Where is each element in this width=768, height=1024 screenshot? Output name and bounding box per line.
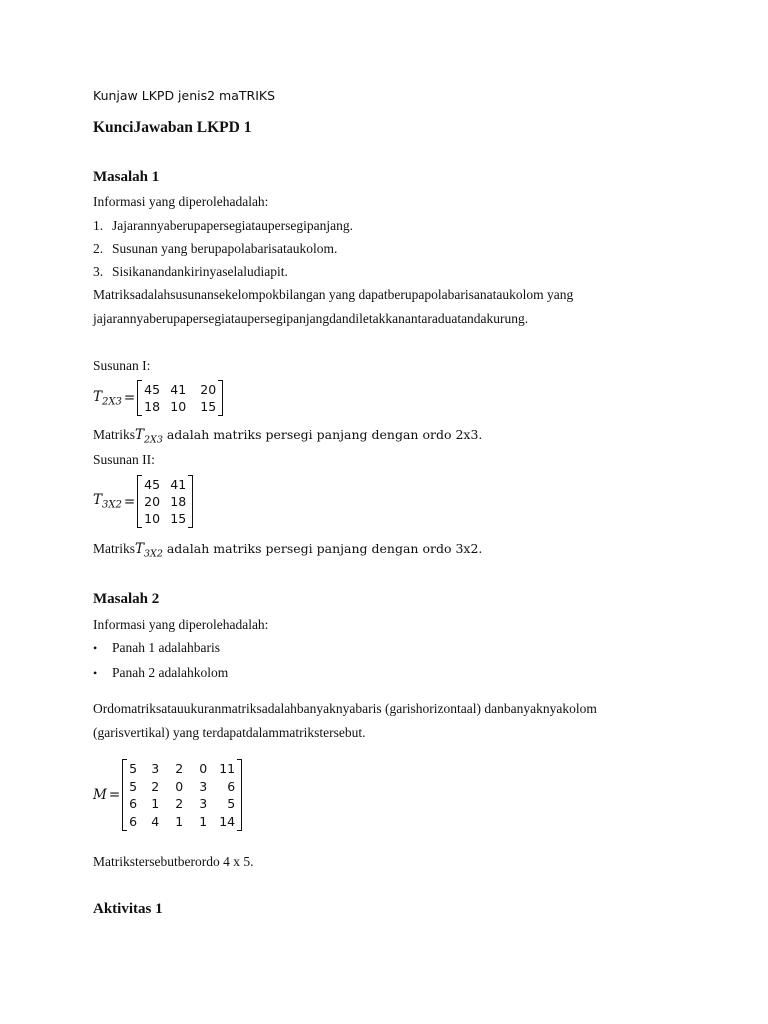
matrix-cell: 1	[199, 813, 208, 829]
list-text: Susunan yang berupapolabarisataukolom.	[112, 241, 338, 256]
bullet-icon: •	[93, 641, 98, 655]
matrix-cell: 3	[199, 778, 208, 794]
list-number: 2.	[93, 241, 104, 256]
matrix-cell: 2	[175, 761, 184, 776]
ordo-definition-line-1: Ordomatriksatauukuranmatriksadalahbanyaknyabaris (garishorizontaal) danbanyaknyakolom	[93, 701, 597, 716]
masalah2-heading: Masalah 2	[93, 591, 160, 607]
matrix-cell: 5	[129, 778, 138, 794]
definition-line-2: jajarannyaberupapersegiataupersegipanjangdandiletakkanantaraduatandakurung.	[93, 311, 529, 326]
list-text: Jajarannyaberupapersegiataupersegipanjang.	[112, 218, 354, 233]
matrix-cell: 3	[151, 761, 160, 776]
bullet-icon: •	[93, 666, 98, 680]
bullet-text: Panah 1 adalahbaris	[112, 640, 220, 655]
list-text: Sisikanandankirinyaselaludiapit.	[112, 264, 288, 279]
matrix-cell: 45	[144, 382, 161, 397]
matrix-t2x3-equation	[93, 380, 223, 416]
list-item	[93, 264, 288, 280]
matrix-cell: 3	[199, 796, 208, 811]
susunan1-description: MatriksT$_{2X3}$ adalah matriks persegi panjang dengan ordo 2x3.	[93, 427, 483, 446]
page-title: KunciJawaban LKPD 1	[93, 119, 252, 136]
matrix-cell: 15	[200, 399, 217, 414]
list-item	[93, 241, 337, 257]
matrix-m-equation	[93, 759, 242, 831]
masalah1-intro: Informasi yang diperolehadalah:	[93, 194, 269, 209]
masalah1-heading: Masalah 1	[93, 169, 160, 185]
matrix-cell: 10	[170, 399, 187, 414]
list-item	[93, 218, 353, 234]
aktivitas1-heading: Aktivitas 1	[93, 901, 163, 917]
susunan2-description: MatriksT$_{3X2}$ adalah matriks persegi panjang dengan ordo 3x2.	[93, 541, 483, 560]
masalah2-intro: Informasi yang diperolehadalah:	[93, 617, 269, 632]
bullet-text: Panah 2 adalahkolom	[112, 665, 229, 680]
matrix-cell: 2	[151, 778, 160, 794]
equals-sign: =	[123, 493, 136, 510]
matrix-m-conclusion: Matrikstersebutberordo 4 x 5.	[93, 854, 254, 869]
matrix-cell: 0	[199, 761, 208, 776]
ordo-definition-line-2: (garisvertikal) yang terdapatdalammatrikstersebut.	[93, 725, 366, 740]
equals-sign: =	[108, 787, 121, 803]
matrix-cell: 41	[170, 382, 187, 397]
matrix-t2x3	[137, 380, 223, 416]
matrix-t3x2-equation	[93, 475, 193, 528]
matrix-cell: 20	[200, 382, 217, 397]
matrix-cell: 0	[175, 778, 184, 794]
matrix-cell: 10	[144, 511, 161, 526]
list-number: 3.	[93, 264, 104, 279]
matrix-cell: 6	[227, 778, 236, 794]
definition-line-1: Matriksadalahsusunansekelompokbilangan yang dapatberupapolabarisanataukolom yang	[93, 287, 574, 302]
matrix-variable: $T_{2X3}$	[93, 388, 122, 408]
matrix-cell: 2	[175, 796, 184, 811]
susunan2-label: Susunan II:	[93, 452, 155, 467]
matrix-cell: 18	[144, 399, 161, 414]
matrix-cell: 1	[151, 796, 160, 811]
equals-sign: =	[123, 390, 136, 406]
matrix-cell: 15	[170, 511, 187, 526]
matrix-cell: 11	[219, 761, 236, 776]
matrix-cell: 1	[175, 813, 184, 829]
matrix-t3x2	[137, 475, 193, 528]
matrix-cell: 20	[144, 494, 161, 509]
matrix-variable: M	[93, 787, 107, 803]
matrix-cell: 18	[170, 494, 187, 509]
matrix-cell: 45	[144, 477, 161, 492]
document-name: Kunjaw LKPD jenis2 maTRIKS	[93, 88, 276, 103]
matrix-cell: 14	[219, 813, 236, 829]
matrix-cell: 4	[151, 813, 160, 829]
susunan1-label: Susunan I:	[93, 358, 151, 373]
list-number: 1.	[93, 218, 104, 233]
matrix-cell: 6	[129, 813, 138, 829]
matrix-cell: 41	[170, 477, 187, 492]
matrix-cell: 5	[227, 796, 236, 811]
matrix-cell: 5	[129, 761, 138, 776]
bullet-item	[93, 640, 220, 656]
matrix-cell: 6	[129, 796, 138, 811]
bullet-item	[93, 665, 228, 681]
matrix-variable: $T_{3X2}$	[93, 492, 122, 511]
matrix-m	[122, 759, 242, 831]
